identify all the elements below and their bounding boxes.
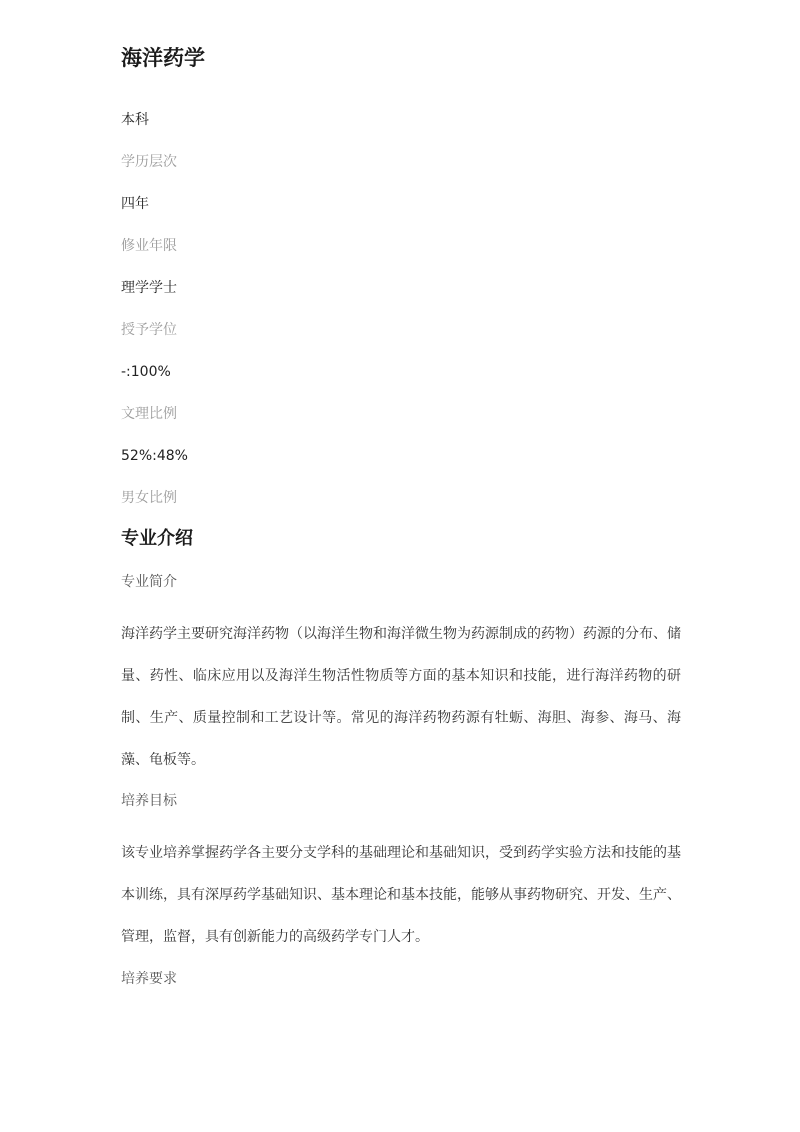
arts-science-ratio-label: 文理比例 <box>121 406 177 422</box>
gender-ratio-label: 男女比例 <box>121 490 177 506</box>
study-duration-value: 四年 <box>121 196 149 212</box>
page-title: 海洋药学 <box>121 46 205 70</box>
study-duration-label: 修业年限 <box>121 238 177 254</box>
arts-science-ratio-value: -:100% <box>121 364 171 380</box>
education-level-value: 本科 <box>121 112 149 128</box>
degree-value: 理学学士 <box>121 280 177 296</box>
summary-text: 海洋药学主要研究海洋药物（以海洋生物和海洋微生物为药源制成的药物）药源的分布、储量、药性、临床应用以及海洋生物活性物质等方面的基本知识和技能，进行海洋药物的研制、生产、质量控制和工艺设计等。常见的海洋药物药源有牡蛎、海胆、海参、海马、海藻、龟板等。 <box>121 626 681 768</box>
section-heading-intro: 专业介绍 <box>121 528 193 549</box>
goal-heading: 培养目标 <box>121 793 177 809</box>
goal-text: 该专业培养掌握药学各主要分支学科的基础理论和基础知识，受到药学实验方法和技能的基本训练，具有深厚药学基础知识、基本理论和基本技能，能够从事药物研究、开发、生产、管理，监督，具有创新能力的高级药学专门人才。 <box>121 845 681 945</box>
gender-ratio-value: 52%:48% <box>121 448 188 464</box>
summary-heading: 专业简介 <box>121 574 177 590</box>
degree-label: 授予学位 <box>121 322 177 338</box>
education-level-label: 学历层次 <box>121 154 177 170</box>
requirement-heading: 培养要求 <box>121 971 177 987</box>
